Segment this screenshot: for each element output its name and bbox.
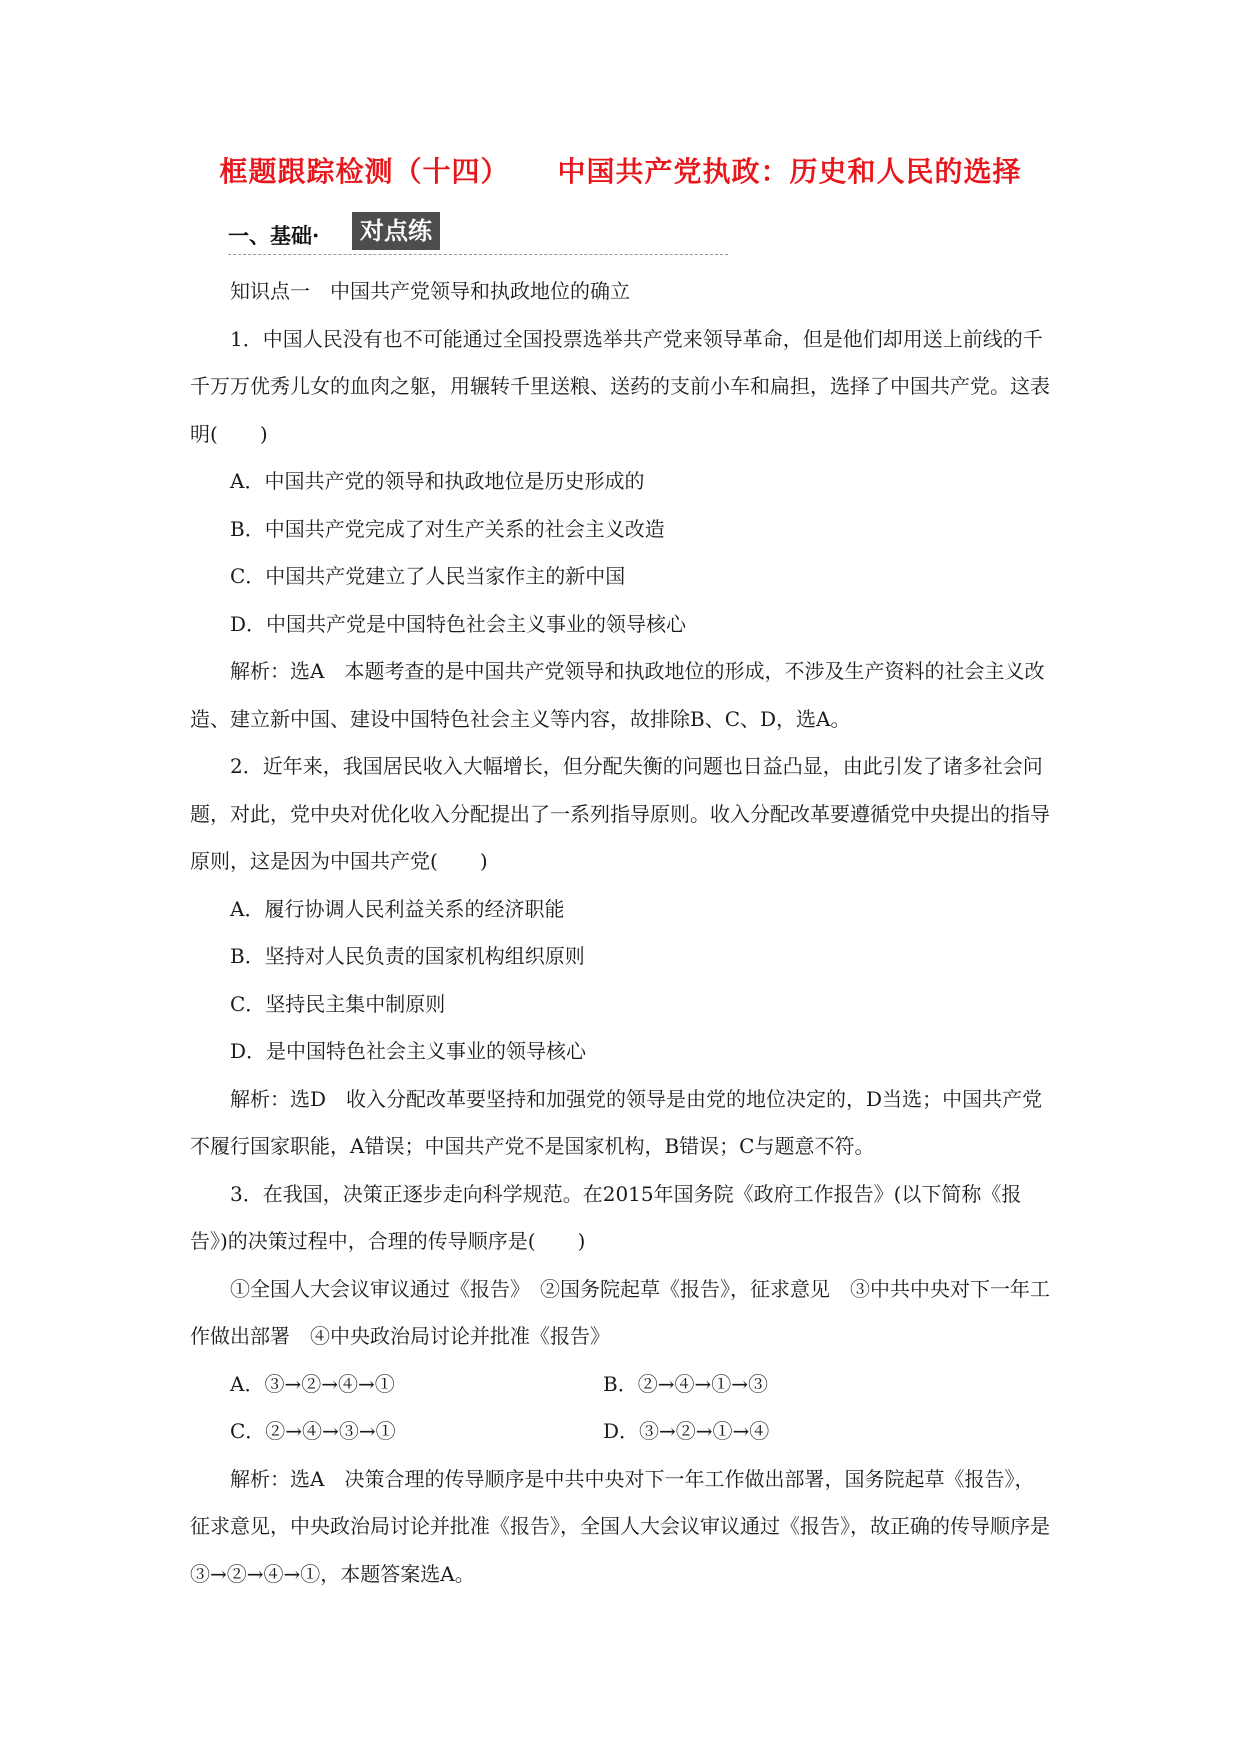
question-1 — [190, 316, 1052, 744]
section-heading — [228, 212, 728, 255]
title-left: 框题跟踪检测（十四） — [219, 155, 510, 188]
question-2-option-a: A．履行协调人民利益关系的经济职能 — [230, 896, 565, 921]
question-1-analysis: 解析：选A 本题考查的是中国共产党领导和执政地位的形成，不涉及生产资料的社会主义改造、建立新中国、建设中国特色社会主义等内容，故排除B、C、D，选A。 — [190, 659, 1045, 731]
question-3 — [190, 1171, 1052, 1599]
question-3-options-row-2 — [190, 1408, 1052, 1456]
question-1-option-a: A．中国共产党的领导和执政地位是历史形成的 — [230, 469, 645, 493]
question-3-options-row-1 — [190, 1361, 1052, 1409]
question-1-stem: 1．中国人民没有也不可能通过全国投票选举共产党来领导革命，但是他们却用送上前线的千千万万优秀儿女的血肉之躯，用辗转千里送粮、送药的支前小车和扁担，选择了中国共产党。这表明( ) — [190, 326, 1050, 446]
document-body — [190, 268, 1052, 1598]
question-3-analysis: 解析：选A 决策合理的传导顺序是中共中央对下一年工作做出部署，国务院起草《报告》，征求意见，中央政治局讨论并批准《报告》，全国人大会议审议通过《报告》，故正确的传导顺序是③→②→④→①，本题答案选A。 — [190, 1466, 1050, 1586]
question-2-option-b: B．坚持对人民负责的国家机构组织原则 — [230, 944, 585, 968]
question-2 — [190, 743, 1052, 1171]
question-2-option-c: C．坚持民主集中制原则 — [230, 991, 446, 1016]
question-1-option-d: D．中国共产党是中国特色社会主义事业的领导核心 — [230, 611, 687, 636]
section-badge: 对点练 — [352, 212, 440, 250]
title-right: 中国共产党执政：历史和人民的选择 — [557, 155, 1022, 188]
question-1-option-b: B．中国共产党完成了对生产关系的社会主义改造 — [230, 516, 665, 541]
section-prefix: 一、基础· — [228, 223, 320, 248]
knowledge-point-heading: 知识点一 中国共产党领导和执政地位的确立 — [230, 279, 630, 303]
question-3-option-d: D．③→②→①→④ — [603, 1419, 770, 1443]
question-3-option-b: B．②→④→①→③ — [603, 1371, 768, 1396]
question-2-analysis: 解析：选D 收入分配改革要坚持和加强党的领导是由党的地位决定的，D当选；中国共产党不履行国家职能，A错误；中国共产党不是国家机构，B错误；C与题意不符。 — [190, 1086, 1043, 1158]
question-3-items: ①全国人大会议审议通过《报告》 ②国务院起草《报告》，征求意见 ③中共中央对下一年工作做出部署 ④中央政治局讨论并批准《报告》 — [190, 1276, 1050, 1348]
question-3-stem: 3．在我国，决策正逐步走向科学规范。在2015年国务院《政府工作报告》(以下简称《报告》)的决策过程中，合理的传导顺序是( ) — [190, 1181, 1022, 1253]
question-2-stem: 2．近年来，我国居民收入大幅增长，但分配失衡的问题也日益凸显，由此引发了诸多社会问题，对此，党中央对优化收入分配提出了一系列指导原则。收入分配改革要遵循党中央提出的指导原则，这是因为中国共产党( ) — [190, 754, 1050, 873]
question-1-option-c: C．中国共产党建立了人民当家作主的新中国 — [230, 564, 626, 588]
question-2-option-d: D．是中国特色社会主义事业的领导核心 — [230, 1039, 587, 1063]
question-3-option-c: C．②→④→③→① — [230, 1419, 396, 1443]
page-title — [0, 150, 1241, 190]
question-3-option-a: A．③→②→④→① — [230, 1371, 395, 1396]
